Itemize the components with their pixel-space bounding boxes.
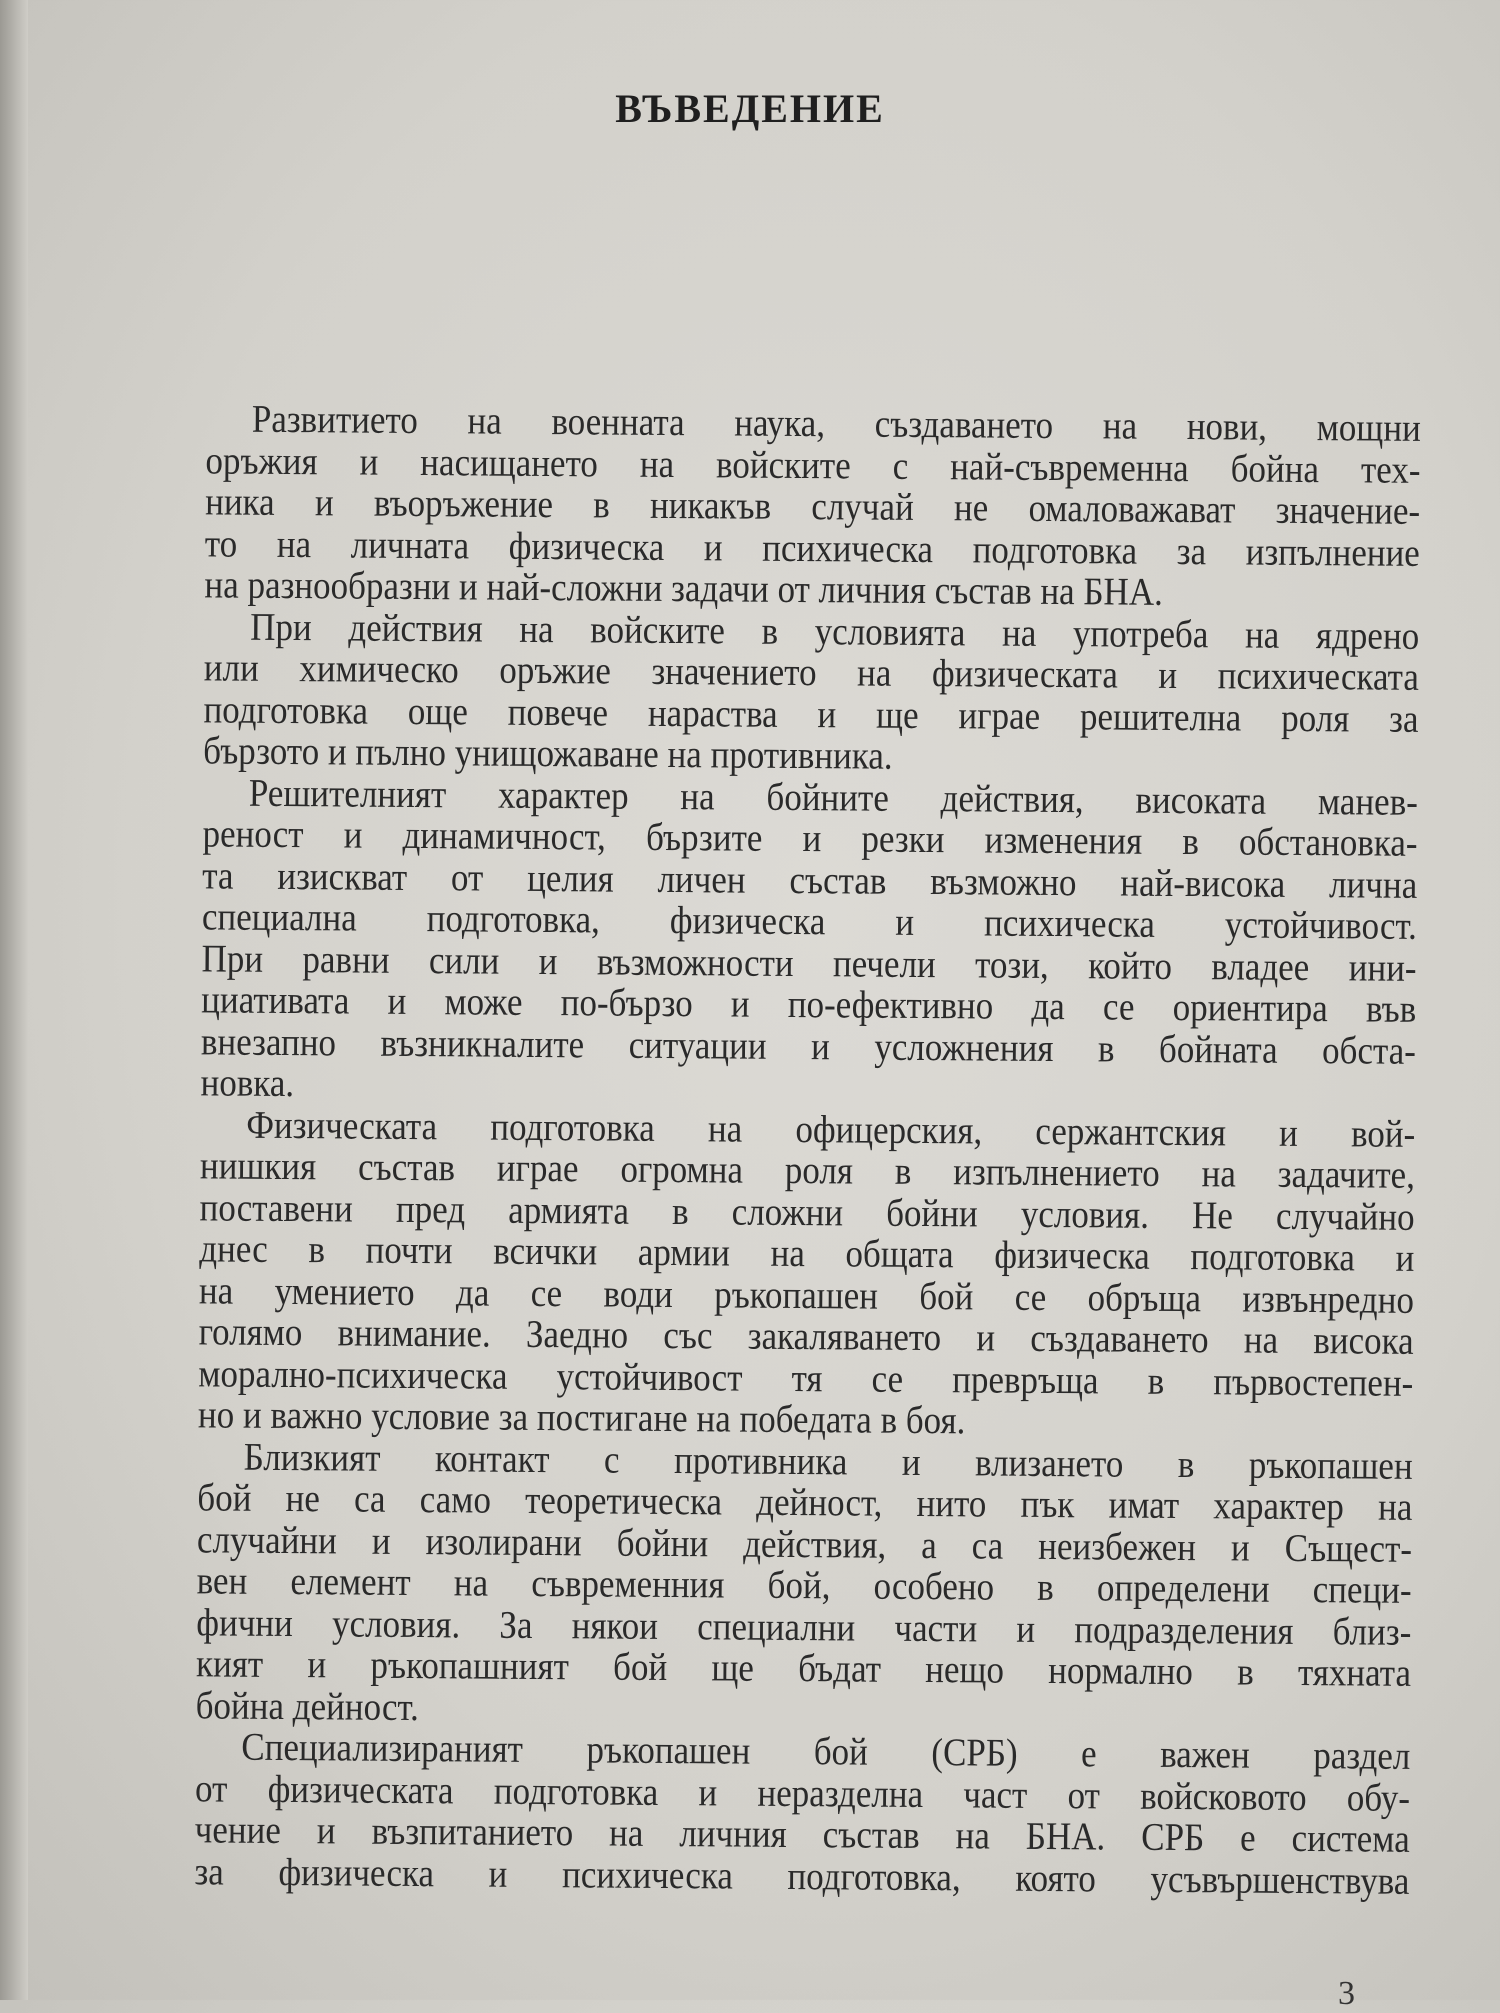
text-line: оръжия и насищането на войските с най-съвременна бойна тех- [205,438,1421,492]
body-text [194,398,1421,1901]
text-line: случайни и изолирани бойни действия, а са неизбежен и Същест- [196,1517,1413,1571]
text-line: При действия на войските в условията на употреба на ядрено [250,604,1420,658]
paragraph [198,1103,1416,1445]
text-line: вен елемент на съвременния бой, особено в определени специ- [196,1558,1412,1612]
text-line: или химическо оръжие значението на физическата и психическата [203,645,1420,699]
text-line: Физическата подготовка на офицерския, сержантския и вой- [246,1102,1416,1156]
text-line: специална подготовка, физическа и психическа устойчивост. [201,894,1418,948]
text-line: Развитието на военната наука, създаването на нови, мощни [251,396,1421,450]
text-line: за физическа и психическа подготовка, която усъвършенствува [194,1849,1410,1903]
text-line: морално-психическа устойчивост тя се превръща в първостепен- [198,1351,1414,1405]
text-line: на умението да се води ръкопашен бой се обръща извънредно [198,1268,1415,1322]
text-line: то на личната физическа и психическа подготовка за изпълнение [204,521,1420,575]
text-line: бойна дейност. [195,1683,420,1729]
text-line: ника и въоръжение в никакъв случай не омаловажават значение- [205,479,1421,533]
page-number: 3 [1338,1975,1355,2012]
text-line: на разнообразни и най-сложни задачи от личния състав на БНА. [204,562,1164,614]
text-line: та изискват от целия личен състав възможно най-висока лична [202,853,1418,907]
paragraph [200,771,1418,1113]
chapter-title: ВЪВЕДЕНИЕ [615,85,885,131]
text-line: При равни сили и възможности печели този, който владее ини- [201,936,1417,990]
text-line: поставени пред армията в сложни бойни условия. Не случайно [199,1185,1415,1239]
text-line: циативата и може по-бързо и по-ефективно да се ориентира във [201,977,1417,1031]
book-spine-shadow [0,0,28,2000]
text-line: новка. [200,1060,295,1106]
paragraph [194,1726,1410,1902]
text-line: нишкия състав играе огромна роля в изпълнението на задачите, [199,1143,1416,1197]
text-line: внезапно възникналите ситуации и усложнения в бойната обста- [200,1019,1417,1073]
text-line: голямо внимание. Заедно със закаляването и създаването на висока [198,1309,1414,1363]
text-line: бой не са само теоретическа дейност, нито пък имат характер на [197,1475,1413,1529]
text-line: кият и ръкопашният бой ще бъдат нещо нормално в тяхната [195,1641,1412,1695]
text-line: Близкият контакт с противника и влизането в ръкопашен [243,1434,1413,1488]
paragraph [204,398,1421,615]
text-line: фични условия. За някои специални части и подразделения близ- [196,1600,1412,1654]
text-line: от физическата подготовка и неразделна част от войсковото обу- [194,1766,1411,1820]
text-line: бързото и пълно унищожаване на противника. [203,728,893,778]
text-line: реност и динамичност, бързите и резки изменения в обстановка- [202,811,1418,865]
text-line: чение и възпитанието на личния състав на БНА. СРБ е система [194,1807,1410,1861]
text-line: подготовка още повече нараства и ще играе решителна роля за [203,687,1419,741]
paragraph [196,1435,1413,1735]
text-line: Специализираният ръкопашен бой (СРБ) е важен раздел [241,1724,1411,1778]
paragraph [203,605,1419,781]
text-line: Решителният характер на бойните действия, високата манев- [248,770,1419,824]
text-line: но и важно условие за постигане на победата в боя. [197,1392,966,1443]
text-line: днес в почти всички армии на общата физическа подготовка и [199,1226,1415,1280]
